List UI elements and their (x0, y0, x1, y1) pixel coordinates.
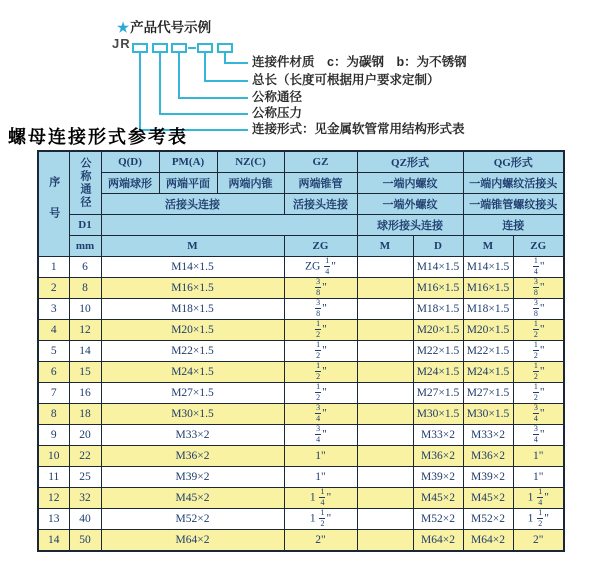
table-title: 螺母连接形式参考表 (8, 127, 188, 147)
cell-qz-m (357, 446, 413, 467)
cell-qz-d: M52×2 (413, 509, 463, 530)
cell-m-thread: M27×1.5 (101, 383, 284, 404)
cell-qz-d: M36×2 (413, 446, 463, 467)
header-desc-pm: 两端平面 (159, 173, 217, 194)
cell-dn-mm: 14 (69, 341, 101, 362)
header-unit-qg-m: M (463, 236, 513, 257)
code-box-3 (171, 43, 187, 53)
code-box-5 (217, 43, 233, 53)
cell-qg-m: M64×2 (463, 530, 513, 552)
table-row (38, 467, 564, 488)
header-desc3-qz: 球形接头连接 (357, 215, 463, 236)
cell-m-thread: M20×1.5 (101, 320, 284, 341)
cell-qz-d: M30×1.5 (413, 404, 463, 425)
cell-qz-d: M64×2 (413, 530, 463, 552)
cell-qg-zg: $\frac{3}{4}$ " (513, 425, 564, 446)
cell-qg-m: M33×2 (463, 425, 513, 446)
cell-gz-zg: $\frac{1}{2}$ " (284, 362, 357, 383)
cell-qg-zg: $\frac{1}{2}$ " (513, 341, 564, 362)
cell-qz-m (357, 530, 413, 552)
cell-serial: 13 (38, 509, 69, 530)
cell-m-thread: M22×1.5 (101, 341, 284, 362)
connector-line (159, 113, 248, 115)
cell-serial: 7 (38, 383, 69, 404)
header-code-nz: NZ(C) (217, 151, 284, 173)
connector-line (224, 62, 248, 64)
table-row (38, 530, 564, 552)
header-union-gz: 活接头连接 (284, 194, 357, 215)
connector-line (178, 53, 180, 98)
cell-qz-m (357, 404, 413, 425)
cell-qg-zg: 2" (513, 530, 564, 552)
cell-serial: 8 (38, 404, 69, 425)
diagram-title (117, 16, 211, 36)
cell-qz-m (357, 488, 413, 509)
cell-dn-mm: 8 (69, 278, 101, 299)
cell-qz-m (357, 278, 413, 299)
cell-qg-zg: 1 $\frac{1}{4}$ " (513, 488, 564, 509)
header-serial: 序号 (38, 151, 69, 257)
cell-qg-m: M18×1.5 (463, 299, 513, 320)
header-unit-qz-d: D (413, 236, 463, 257)
label-nominal-pressure: 公称压力 (252, 106, 303, 120)
cell-qg-zg: $\frac{1}{2}$ " (513, 383, 564, 404)
cell-qz-m (357, 257, 413, 278)
table-row (38, 299, 564, 320)
cell-serial: 2 (38, 278, 69, 299)
cell-dn-mm: 18 (69, 404, 101, 425)
cell-gz-zg: $\frac{3}{8}$ " (284, 278, 357, 299)
cell-gz-zg: $\frac{3}{4}$ " (284, 425, 357, 446)
connector-line (178, 97, 248, 99)
cell-dn-mm: 32 (69, 488, 101, 509)
header-unit-qg-zg: ZG (513, 236, 564, 257)
cell-qg-m: M24×1.5 (463, 362, 513, 383)
cell-m-thread: M64×2 (101, 530, 284, 552)
label-total-length: 总长（长度可根据用户要求定制） (252, 73, 440, 87)
cell-serial: 14 (38, 530, 69, 552)
table-row (38, 425, 564, 446)
table-row (38, 404, 564, 425)
cell-gz-zg: $\frac{1}{2}$ " (284, 341, 357, 362)
cell-serial: 12 (38, 488, 69, 509)
header-desc2-qz: 一端外螺纹 (357, 194, 463, 215)
cell-gz-zg: 1" (284, 446, 357, 467)
cell-qz-m (357, 362, 413, 383)
cell-qg-m: M14×1.5 (463, 257, 513, 278)
header-desc-qz: 一端内螺纹 (357, 173, 463, 194)
cell-dn-mm: 6 (69, 257, 101, 278)
connector-line (204, 53, 206, 81)
header-d1: D1 (69, 215, 101, 236)
cell-serial: 9 (38, 425, 69, 446)
cell-serial: 3 (38, 299, 69, 320)
label-material: 连接件材质 c：为碳钢 b：为不锈钢 (252, 55, 467, 69)
connector-line (159, 53, 161, 114)
header-unit-mm: mm (69, 236, 101, 257)
cell-qz-d: M18×1.5 (413, 299, 463, 320)
header-unit-gz-zg: ZG (284, 236, 357, 257)
cell-qg-zg: $\frac{3}{8}$ " (513, 278, 564, 299)
cell-serial: 1 (38, 257, 69, 278)
cell-qg-m: M52×2 (463, 509, 513, 530)
cell-m-thread: M16×1.5 (101, 278, 284, 299)
cell-qz-d: M27×1.5 (413, 383, 463, 404)
cell-dn-mm: 15 (69, 362, 101, 383)
header-row-desc1 (38, 173, 564, 194)
cell-qz-d: M20×1.5 (413, 320, 463, 341)
nut-connection-table (37, 150, 565, 552)
cell-gz-zg: $\frac{3}{4}$ " (284, 404, 357, 425)
connector-line (139, 53, 141, 130)
cell-gz-zg: $\frac{3}{8}$ " (284, 299, 357, 320)
cell-qz-d: M14×1.5 (413, 257, 463, 278)
cell-gz-zg: 1 $\frac{1}{2}$ " (284, 509, 357, 530)
header-code-pm: PM(A) (159, 151, 217, 173)
code-box-4 (197, 43, 213, 53)
header-row-d1 (38, 215, 564, 236)
cell-qz-m (357, 299, 413, 320)
cell-qz-d: M24×1.5 (413, 362, 463, 383)
cell-m-thread: M14×1.5 (101, 257, 284, 278)
header-diameter: 公称通径 (69, 151, 101, 215)
cell-qg-m: M30×1.5 (463, 404, 513, 425)
cell-qg-m: M20×1.5 (463, 320, 513, 341)
cell-m-thread: M39×2 (101, 467, 284, 488)
cell-m-thread: M36×2 (101, 446, 284, 467)
cell-m-thread: M24×1.5 (101, 362, 284, 383)
cell-qz-d: M33×2 (413, 425, 463, 446)
cell-qz-d: M22×1.5 (413, 341, 463, 362)
table-row (38, 383, 564, 404)
header-union-qpmnz: 活接头连接 (101, 194, 284, 215)
header-unit-m: M (101, 236, 284, 257)
header-code-q: Q(D) (101, 151, 159, 173)
cell-qz-m (357, 425, 413, 446)
cell-dn-mm: 25 (69, 467, 101, 488)
cell-qg-zg: 1" (513, 467, 564, 488)
product-code-prefix: JR (112, 36, 131, 51)
cell-dn-mm: 40 (69, 509, 101, 530)
cell-qz-m (357, 383, 413, 404)
cell-qg-zg: 1" (513, 446, 564, 467)
star-icon: ★ (117, 20, 130, 35)
cell-serial: 6 (38, 362, 69, 383)
cell-qz-d: M39×2 (413, 467, 463, 488)
cell-dn-mm: 20 (69, 425, 101, 446)
cell-qg-zg: $\frac{1}{2}$ " (513, 320, 564, 341)
cell-serial: 4 (38, 320, 69, 341)
cell-dn-mm: 10 (69, 299, 101, 320)
code-box-2 (152, 43, 168, 53)
connector-line (204, 80, 248, 82)
header-code-gz: GZ (284, 151, 357, 173)
cell-m-thread: M30×1.5 (101, 404, 284, 425)
label-nominal-diameter: 公称通径 (252, 90, 303, 104)
cell-qg-m: M36×2 (463, 446, 513, 467)
cell-qz-m (357, 320, 413, 341)
cell-m-thread: M18×1.5 (101, 299, 284, 320)
cell-qg-m: M16×1.5 (463, 278, 513, 299)
cell-qz-d: M45×2 (413, 488, 463, 509)
table-row (38, 320, 564, 341)
cell-m-thread: M33×2 (101, 425, 284, 446)
cell-qg-zg: $\frac{1}{2}$ " (513, 362, 564, 383)
header-desc-q: 两端球形 (101, 173, 159, 194)
header-row-desc2 (38, 194, 564, 215)
cell-qg-m: M27×1.5 (463, 383, 513, 404)
cell-qz-m (357, 341, 413, 362)
cell-serial: 10 (38, 446, 69, 467)
cell-gz-zg: ZG $\frac{1}{4}$ " (284, 257, 357, 278)
cell-m-thread: M52×2 (101, 509, 284, 530)
header-code-qz: QZ形式 (357, 151, 463, 173)
header-desc-qg: 一端内螺纹活接头 (463, 173, 564, 194)
cell-qg-m: M39×2 (463, 467, 513, 488)
header-row-codes (38, 151, 564, 173)
table-row (38, 509, 564, 530)
table-body (38, 257, 564, 552)
table-row (38, 278, 564, 299)
cell-qg-zg: $\frac{1}{4}$ " (513, 257, 564, 278)
cell-qg-zg: 1 $\frac{1}{2}$ " (513, 509, 564, 530)
cell-qz-m (357, 509, 413, 530)
table-row (38, 362, 564, 383)
code-box-1 (132, 43, 148, 53)
cell-gz-zg: $\frac{1}{2}$ " (284, 383, 357, 404)
cell-qg-m: M45×2 (463, 488, 513, 509)
table-row (38, 488, 564, 509)
cell-dn-mm: 22 (69, 446, 101, 467)
header-unit-qz-m: M (357, 236, 413, 257)
cell-qg-zg: $\frac{3}{8}$ " (513, 299, 564, 320)
header-code-qg: QG形式 (463, 151, 564, 173)
diagram-title-text: 产品代号示例 (130, 20, 212, 35)
header-desc-gz: 两端锥管 (284, 173, 357, 194)
cell-qg-zg: $\frac{3}{4}$ " (513, 404, 564, 425)
cell-qz-d: M16×1.5 (413, 278, 463, 299)
cell-gz-zg: $\frac{1}{2}$ " (284, 320, 357, 341)
cell-qz-m (357, 467, 413, 488)
code-dash (188, 47, 196, 49)
cell-serial: 11 (38, 467, 69, 488)
label-connection-form: 连接形式：见金属软管常用结构形式表 (252, 122, 465, 136)
table-header (38, 151, 564, 257)
cell-dn-mm: 16 (69, 383, 101, 404)
table-row (38, 257, 564, 278)
header-desc-nz: 两端内锥 (217, 173, 284, 194)
cell-gz-zg: 1" (284, 467, 357, 488)
header-desc2-qg: 一端锥管螺纹接头 (463, 194, 564, 215)
cell-serial: 5 (38, 341, 69, 362)
cell-gz-zg: 2" (284, 530, 357, 552)
header-row-units (38, 236, 564, 257)
cell-gz-zg: 1 $\frac{1}{4}$ " (284, 488, 357, 509)
cell-qg-m: M22×1.5 (463, 341, 513, 362)
table-row (38, 341, 564, 362)
table-row (38, 446, 564, 467)
cell-m-thread: M45×2 (101, 488, 284, 509)
cell-dn-mm: 50 (69, 530, 101, 552)
header-blank (101, 215, 357, 236)
cell-dn-mm: 12 (69, 320, 101, 341)
product-code-diagram (0, 0, 600, 150)
header-desc3-qg: 连接 (463, 215, 564, 236)
